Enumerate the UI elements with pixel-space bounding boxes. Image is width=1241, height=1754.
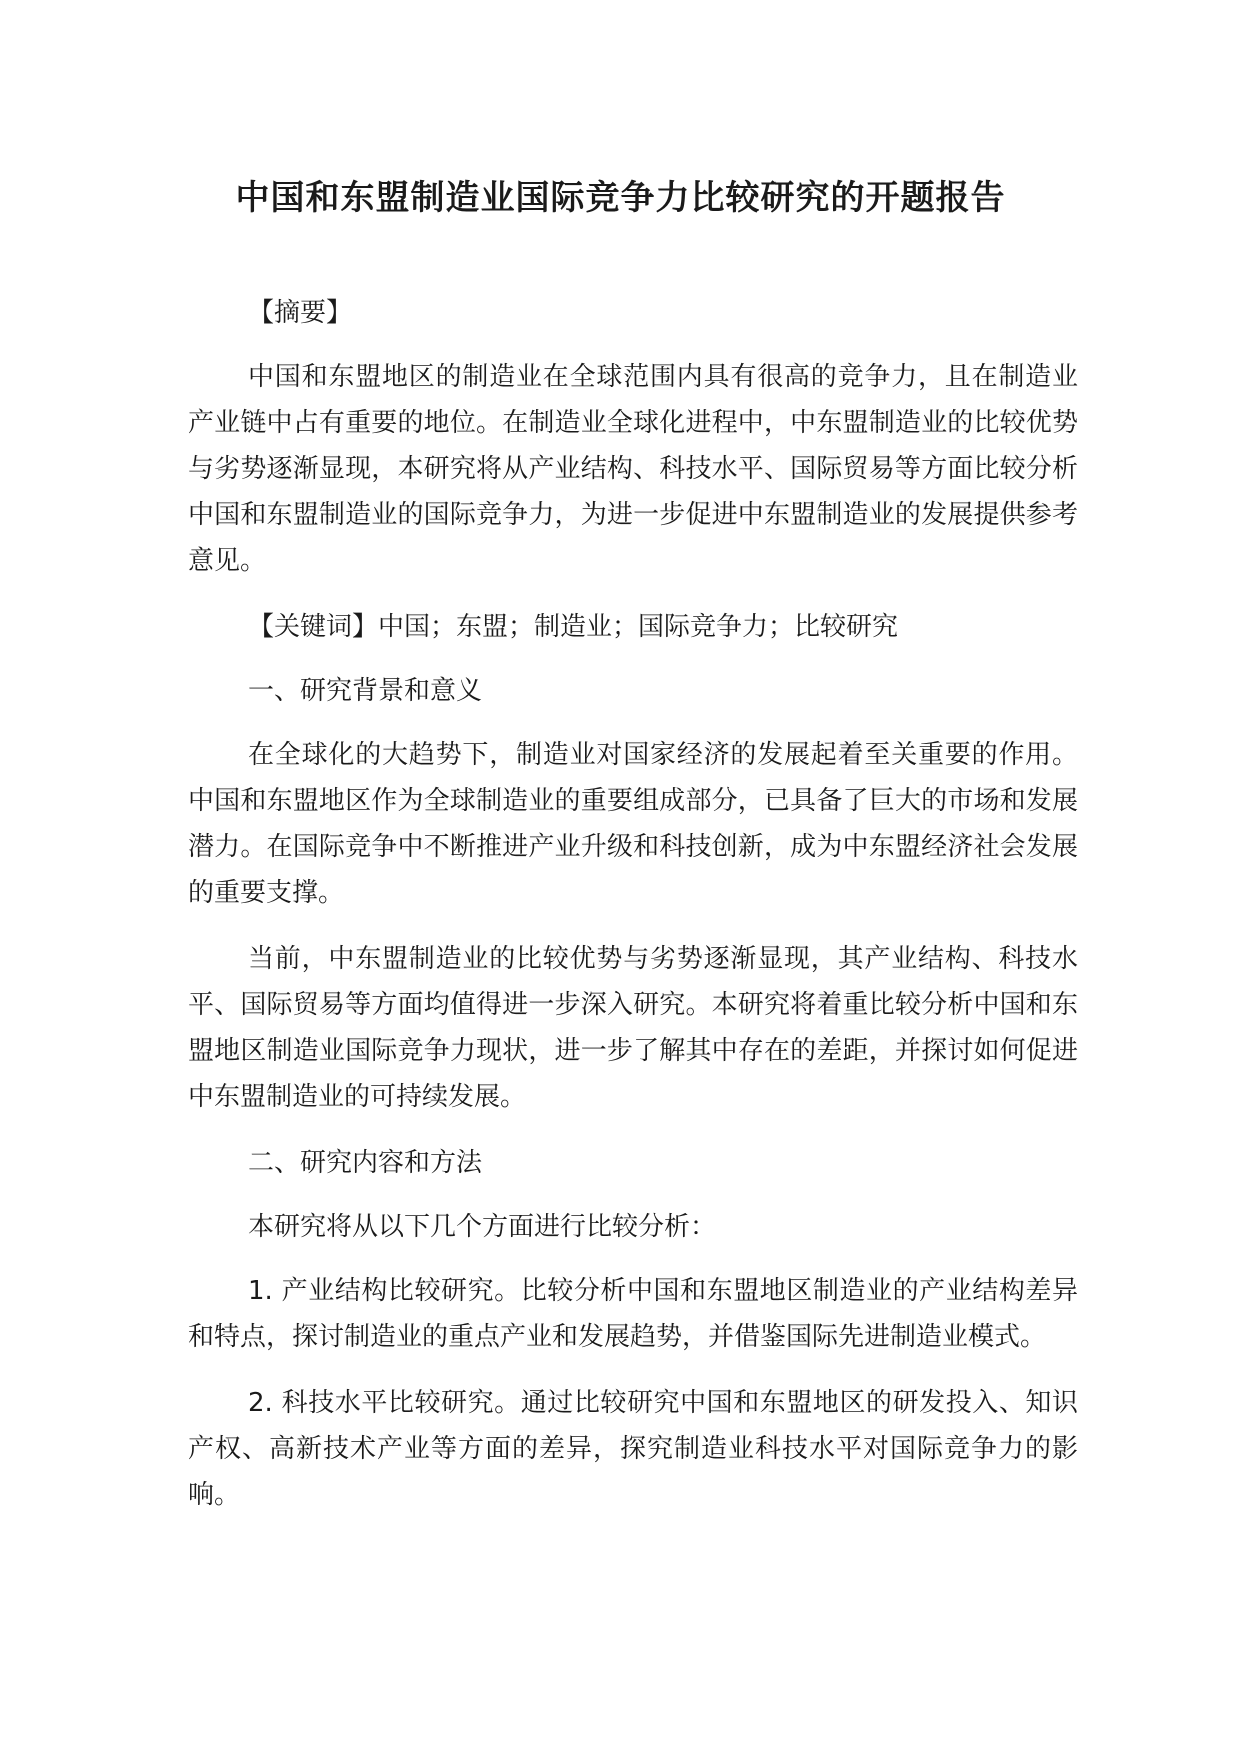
abstract-heading: 【摘要】 (248, 298, 353, 328)
abstract-paragraph: 中国和东盟地区的制造业在全球范围内具有很高的竞争力，且在制造业产业链中占有重要的地位。在制造业全球化进程中，中东盟制造业的比较优势与劣势逐渐显现，本研究将从产业结构、科技水平、国际贸易等方面比较分析中国和东盟制造业的国际竞争力，为进一步促进中东盟制造业的发展提供参考意见。 (188, 362, 1078, 576)
keywords-line: 【关键词】中国；东盟；制造业；国际竞争力；比较研究 (248, 612, 899, 642)
content-intro: 本研究将从以下几个方面进行比较分析： (248, 1212, 717, 1242)
background-paragraph-2: 当前，中东盟制造业的比较优势与劣势逐渐显现，其产业结构、科技水平、国际贸易等方面均值得进一步深入研究。本研究将着重比较分析中国和东盟地区制造业国际竞争力现状，进一步了解其中存在的差距，并探讨如何促进中东盟制造业的可持续发展。 (188, 944, 1078, 1112)
content-item-2: 2. 科技水平比较研究。通过比较研究中国和东盟地区的研发投入、知识产权、高新技术产业等方面的差异，探究制造业科技水平对国际竞争力的影响。 (188, 1388, 1078, 1510)
section-heading-1: 一、研究背景和意义 (248, 676, 483, 706)
content-item-1: 1. 产业结构比较研究。比较分析中国和东盟地区制造业的产业结构差异和特点，探讨制造业的重点产业和发展趋势，并借鉴国际先进制造业模式。 (188, 1276, 1078, 1352)
document-body (188, 290, 1078, 1538)
background-paragraph-1: 在全球化的大趋势下，制造业对国家经济的发展起着至关重要的作用。中国和东盟地区作为全球制造业的重要组成部分，已具备了巨大的市场和发展潜力。在国际竞争中不断推进产业升级和科技创新，成为中东盟经济社会发展的重要支撑。 (188, 740, 1078, 908)
document-title: 中国和东盟制造业国际竞争力比较研究的开题报告 (235, 178, 1006, 218)
section-heading-2: 二、研究内容和方法 (248, 1148, 483, 1178)
